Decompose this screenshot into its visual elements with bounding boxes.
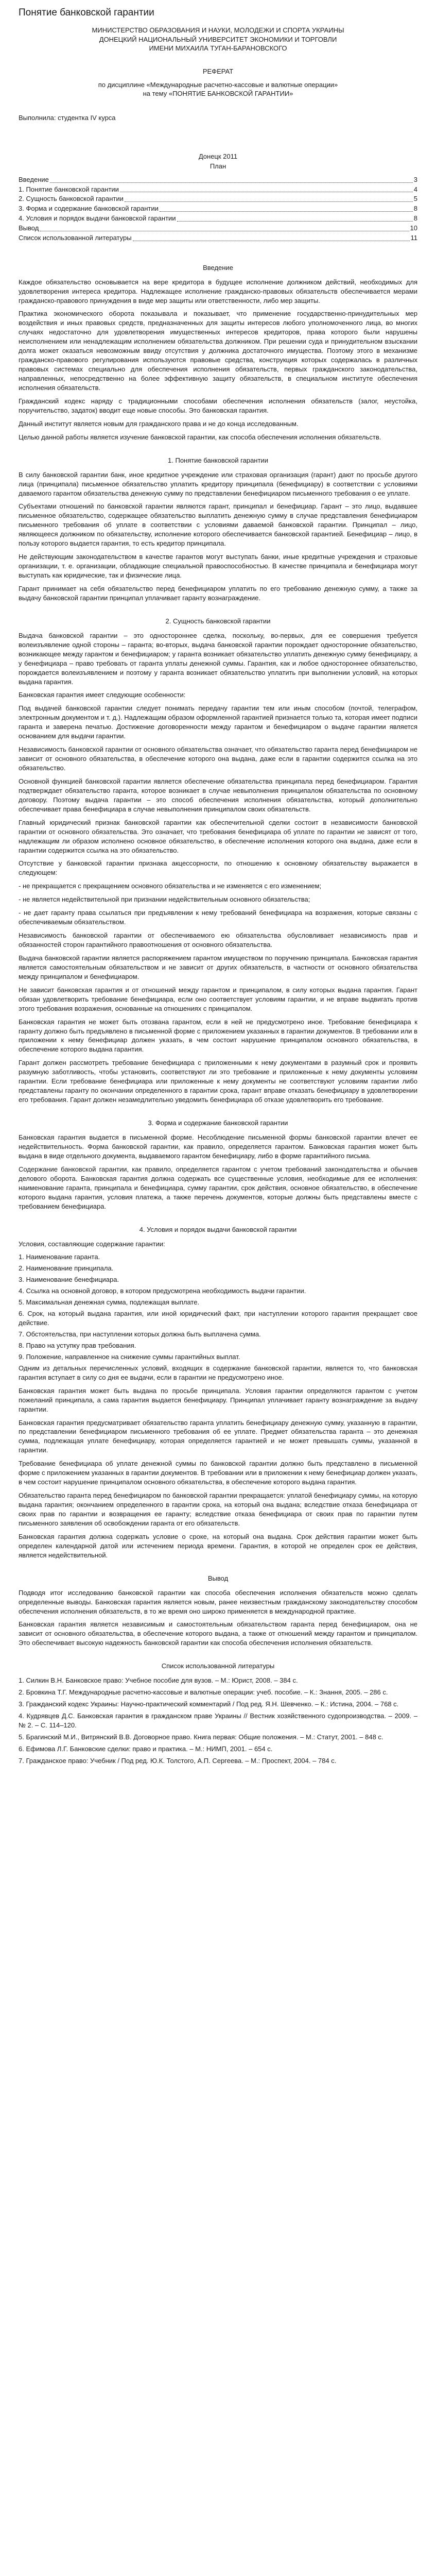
paragraph: Под выдачей банковской гарантии следует понимать передачу гарантии тем или иным способом (почтой, телеграфом, электронным документом и т. д.). Надлежащим образом оформленной гарантией признается только та, которая имеет подписи гаранта и заверена печатью. Достижение договоренности между гарантом и бенефициаром о выдаче гарантии является основанием для выдачи гарантии.: [19, 704, 417, 740]
reference-item: 6. Ефимова Л.Г. Банковские сделки: право и практика. – М.: НИМП, 2001. – 654 с.: [19, 1744, 273, 1753]
toc-entry[interactable]: [19, 204, 417, 214]
paragraph: Отсутствие у банковской гарантии признака акцессорности, по отношению к основному обязательству выражается в следующем:: [19, 859, 417, 877]
paragraph: В силу банковской гарантии банк, иное кредитное учреждение или страховая организация (гарант) дают по просьбе другого лица (принципала) письменное обязательство уплатить кредитору принципала (бенефициару) в соответствии с условиями даваемого гарантом обязательства денежную сумму по представлении бенефициаром письменного требования о ее уплате.: [19, 470, 417, 497]
toc-entry-text: Список использованной литературы: [19, 233, 132, 242]
list-item: 1. Наименование гаранта.: [19, 1253, 100, 1261]
subject-block: [19, 80, 417, 98]
reference-item: 7. Гражданское право: Учебник / Под ред. Ю.К. Толстого, А.П. Сергеева. – М.: Проспект, 2004. – 784 с.: [19, 1756, 337, 1765]
section-4-lead: Условия, составляющие содержание гарантии:: [19, 1240, 165, 1248]
conditions-list: [19, 1252, 417, 1361]
reference-item: 3. Гражданский кодекс Украины: Научно-практический комментарий / Под ред. Я.Н. Шевченко. – К.: Истина, 2004. – 768 с.: [19, 1700, 399, 1708]
list-item: 4. Ссылка на основной договор, в котором предусмотрена необходимость выдачи гарантии.: [19, 1287, 306, 1295]
section-title-references: Список использованной литературы: [161, 1662, 275, 1670]
toc-dot-leader: [177, 221, 413, 222]
toc-entry-text: 1. Понятие банковской гарантии: [19, 185, 119, 193]
toc-entry-text: 4. Условия и порядок выдачи банковской гарантии: [19, 214, 176, 223]
paragraph: - не дает гаранту права ссылаться при предъявлении к нему требований бенефициара на возражения, которые связаны с обеспечиваемым обязательством.: [19, 909, 417, 926]
toc-page-number: 8: [413, 205, 417, 213]
place-year: Донецк 2011: [198, 152, 238, 160]
toc-page-number: 10: [410, 224, 417, 232]
section-title-1: 1. Понятие банковской гарантии: [168, 456, 268, 464]
paragraph: Гарант должен рассмотреть требование бенефициара с приложенными к нему документами в разумный срок и проявить разумную заботливость, чтобы установить, соответствуют ли это требование и приложенные к нему документы условиям гарантии. Если требование бенефициара или приложенные к нему документы не соответствуют условиям гарантии либо представлены гаранту по окончании определенного в гарантии срока, гарант вправе отказать бенефициару в удовлетворении его требования. Гарант должен незамедлительно уведомить бенефициара об отказе удовлетворить его требование.: [19, 1059, 417, 1104]
paragraph: Банковская гарантия не может быть отозвана гарантом, если в ней не предусмотрено иное. Требование бенефициара к гаранту должно быть предъявлено в письменной форме с приложением указанных в гарантии документов. В требовании или в приложении к нему бенефициар должен указать, в чем состоит нарушение принципалом основного обязательства, в обеспечение которого выдана гарантия.: [19, 1018, 417, 1054]
toc-dot-leader: [40, 230, 409, 231]
toc-entry[interactable]: [19, 175, 417, 185]
reference-item: 4. Кудрявцев Д.С. Банковская гарантия в гражданском праве Украины // Вестник хозяйственного судопроизводства. – 2009. – № 2. – С. 114–120.: [19, 1712, 417, 1730]
paragraph: Гарант принимает на себя обязательство перед бенефициаром уплатить по его требованию денежную сумму, а также за выдачу банковской гарантии принципал уплачивает гаранту вознаграждение.: [19, 584, 417, 602]
paragraph: Независимость банковской гарантии от основного обязательства означает, что обязательство гаранта перед бенефициаром не зависит от основного обязательства, в обеспечение которого она выдана, даже если в гарантии содержится ссылка на это обязательство.: [19, 745, 417, 772]
section-body-3: [19, 1133, 417, 1211]
paragraph: Требование бенефициара об уплате денежной суммы по банковской гарантии должно быть представлено в письменной форме с приложением указанных в гарантии документов. В требовании или в приложении к нему бенефициар должен указать, в чем состоит нарушение принципалом основного обязательства, в обеспечение которого выдана гарантия.: [19, 1460, 417, 1486]
toc-page-number: 3: [413, 175, 417, 183]
paragraph: Независимость банковской гарантии от обеспечиваемого ею обязательства обусловливает независимость прав и обязанностей сторон гарантийного правоотношения от основного обязательства.: [19, 931, 417, 949]
reference-item: 5. Брагинский М.И., Витрянский В.В. Договорное право. Книга первая: Общие положения. – М.: Статут, 2001. – 848 с.: [19, 1733, 383, 1741]
paragraph: Практика экономического оборота показывала и показывает, что применение государственно-принудительных мер воздействия и иных правовых средств, предназначенных для защиты интересов любого уполномоченного лица, во многих случаях недостаточно для удовлетворения имущественных интересов кредиторов, права которого были нарушены неисполнением или ненадлежащим исполнением обязательства должником. При решении суда и принудительном взыскании долга может оказаться невозможным ввиду отсутствия у должника достаточного имущества. Поэтому этого в механизме гражданско-правового регулирования используются правовые средства, конструкция которых содержалась в различных правовых системах специально для обеспечения исполнения обязательств, первых гражданского законодательства, направленных, непосредственно на более эффективную защиту обязательств, в специальном институте обеспечения исполнения обязательств.: [19, 310, 417, 392]
paragraph: Банковская гарантия является независимым и самостоятельным обязательством гаранта перед бенефициаром, она не зависит от основного обязательства, в обеспечение которого выдана, а также от отношений между гарантом и принципалом. Это обеспечивает высокую надежность банковской гарантии как способа обеспечения исполнения обязательств.: [19, 1620, 417, 1647]
list-item: 9. Положение, направленное на снижение суммы гарантийных выплат.: [19, 1352, 240, 1361]
toc-entry-text: Введение: [19, 175, 49, 183]
reference-item: 1. Силкин В.Н. Банковское право: Учебное пособие для вузов. – М.: Юрист, 2008. – 384 с.: [19, 1676, 298, 1685]
toc-page-number: 11: [410, 233, 417, 242]
section-body-intro: [19, 278, 417, 442]
toc-dot-leader: [120, 191, 413, 192]
section-body-conclusion: [19, 1588, 417, 1648]
document-title: Понятие банковской гарантии: [19, 7, 154, 18]
ministry-line: ИМЕНИ МИХАИЛА ТУГАН-БАРАНОВСКОГО: [149, 44, 287, 53]
paragraph: Подводя итог исследованию банковской гарантии как способа обеспечения исполнения обязательств можно сделать определенные выводы. Банковская гарантия является новым, ранее неизвестным гражданскому законодательству способом обеспечения исполнения обязательств, в то же время оно широко применяется в международной практике.: [19, 1588, 417, 1615]
referat-label: РЕФЕРАТ: [202, 67, 234, 75]
paragraph: Целью данной работы является изучение банковской гарантии, как способа обеспечения исполнения обязательств.: [19, 433, 381, 441]
toc-entry-text: 3. Форма и содержание банковской гарантии: [19, 205, 159, 213]
document: [9, 0, 427, 1789]
references-list: [19, 1676, 417, 1766]
paragraph: Одним из детальных перечисленных условий, входящих в содержание банковской гарантии, является то, что банковская гарантия вступает в силу со дня ее выдачи, если в гарантии не предусмотрено иное.: [19, 1364, 417, 1381]
ministry-header: [19, 26, 417, 53]
toc-entry-text: Вывод: [19, 224, 39, 232]
section-title-4: 4. Условия и порядок выдачи банковской гарантии: [139, 1225, 297, 1233]
reference-item: 2. Бровкина Т.Г. Международные расчетно-кассовые и валютные операции: учеб. пособие. – К.: Знання, 2005. – 286 с.: [19, 1688, 388, 1697]
ministry-line: МИНИСТЕРСТВО ОБРАЗОВАНИЯ И НАУКИ, МОЛОДЕЖИ И СПОРТА УКРАИНЫ: [92, 26, 344, 34]
paragraph: Не действующим законодательством в качестве гарантов могут выступать банки, иные кредитные учреждения и страховые организации, т. е. организации, обладающие специальной правоспособностью. В качестве принципала и бенефициара могут выступать как юридические, так и физические лица.: [19, 553, 417, 580]
paragraph: - не является недействительной при признании недействительным основного обязательства;: [19, 895, 310, 904]
paragraph: Выдача банковской гарантии – это одностороннее сделка, поскольку, во-первых, для ее совершения требуется волеизъявление одной стороны – гаранта; во-вторых, выдача банковской гарантии порождает односторонние обязательство, возникающее между гарантом и бенефициаром; у гаранта возникает обязательство уплатить денежную сумму бенефициару, а у бенефициара – право требовать от гаранта уплаты денежной суммы. Гарантия, как и любое одностороннее обязательство, порождается волеизъявлением и поэтому у гаранта возникает обязательство уплатить при выполнении условий, на которых выдана гарантия.: [19, 631, 417, 686]
section-title-2: 2. Сущность банковской гарантии: [165, 617, 271, 625]
section-body-4: [19, 1364, 417, 1560]
toc-dot-leader: [125, 201, 413, 202]
paragraph: Субъектами отношений по банковской гарантии являются гарант, принципал и бенефициар. Гарант – это лицо, выдавшее письменное обязательство, содержащее обязательство выплатить денежную сумму в случае представления бенефициаром письменного требования об уплате в соответствии с условиями даваемой банковской гарантии. Принципал – лицо, являющееся должником по обязательству, исполнение которого обеспечивается банковской гарантией. Бенефициар – лицо, в пользу которого выдается гарантия, то есть кредитор принципала.: [19, 502, 417, 548]
list-item: 8. Право на уступку прав требования.: [19, 1341, 136, 1349]
toc-entry[interactable]: [19, 194, 417, 204]
list-item: 6. Срок, на который выдана гарантия, или иной юридический факт, при наступлении которого гарантия прекращает свое действие.: [19, 1310, 417, 1327]
plan-title: План: [210, 162, 226, 170]
list-item: 5. Максимальная денежная сумма, подлежащая выплате.: [19, 1298, 200, 1307]
toc-entry-text: 2. Сущность банковской гарантии: [19, 195, 124, 203]
paragraph: Банковская гарантия предусматривает обязательство гаранта уплатить бенефициару денежную сумму, указанную в гарантии, по представлении бенефициаром письменного требования об ее уплате. Предмет обязательства гаранта – это денежная сумма, подлежащая уплате бенефициару, которая определяется гарантией и не может превышать суммы, указанной в гарантии.: [19, 1418, 417, 1454]
paragraph: Обязательство гаранта перед бенефициаром по банковской гарантии прекращается: уплатой бенефициару суммы, на которую выдана гарантия; окончанием определенного в гарантии срока, на который она выдана; вследствие отказа бенефициара от своих прав по гарантии и возвращения ее гаранту; вследствие отказа бенефициара от своих прав по гарантии путем письменного заявления об освобождении гаранта от его обязательств.: [19, 1492, 417, 1527]
toc-dot-leader: [133, 240, 410, 241]
toc-page-number: 5: [413, 195, 417, 203]
paragraph: Банковская гарантия имеет следующие особенности:: [19, 691, 186, 699]
paragraph: Данный институт является новым для гражданского права и не до конца исследованным.: [19, 419, 299, 428]
section-title-intro: Введение: [203, 263, 233, 272]
ministry-line: ДОНЕЦКИЙ НАЦИОНАЛЬНЫЙ УНИВЕРСИТЕТ ЭКОНОМИКИ И ТОРГОВЛИ: [99, 35, 337, 43]
toc-dot-leader: [160, 211, 413, 212]
section-body-1: [19, 470, 417, 603]
section-title-3: 3. Форма и содержание банковской гарантии: [148, 1119, 288, 1127]
paragraph: - не прекращается с прекращением основного обязательства и не изменяется с его изменением;: [19, 882, 322, 890]
paragraph: Гражданский кодекс наряду с традиционными способами обеспечения исполнения обязательств (залог, неустойка, поручительство, задаток) вводит еще новые способы. Это банковская гарантия.: [19, 397, 417, 414]
table-of-contents: [19, 175, 417, 243]
paragraph: Банковская гарантия может быть выдана по просьбе принципала. Условия гарантии определяются гарантом с учетом пожеланий принципала, а сама гарантия выдается бенефициару. Принципал уплачивает гаранту вознаграждение за выдачу гарантии.: [19, 1386, 417, 1413]
toc-dot-leader: [50, 182, 413, 183]
section-body-2: [19, 631, 417, 1105]
toc-page-number: 8: [413, 214, 417, 223]
author-line: Выполнила: студентка IV курса: [19, 113, 116, 122]
paragraph: Главный юридический признак банковской гарантии как обеспечительной сделки состоит в независимости банковской гарантии от основного обязательства. Это означает, что требования бенефициара об уплате по гарантии не зависят от того, надлежащим ли образом исполнено основное обязательство, в обеспечение исполнения которого она выдана, даже если в гарантии содержится ссылка на это обязательство.: [19, 818, 417, 854]
paragraph: Банковская гарантия выдается в письменной форме. Несоблюдение письменной формы банковской гарантии влечет ее недействительность. Форма банковской гарантии, как правило, определяется гарантом. Банковская гарантия может быть выдана в виде отдельного документа, выдаваемого гарантом бенефициару, либо в форме гарантийного письма.: [19, 1133, 417, 1160]
subject-line: на тему «ПОНЯТИЕ БАНКОВСКОЙ ГАРАНТИИ»: [143, 90, 293, 98]
list-item: 7. Обстоятельства, при наступлении которых должна быть выплачена сумма.: [19, 1330, 261, 1338]
paragraph: Основной функцией банковской гарантии является обеспечение обязательства принципала перед бенефициаром. Гарантия подтверждает обязательство гаранта, которое возникает в случае невыполнения принципалом обязательства по основному договору. Поэтому выдача гарантии – это способ обеспечения исполнения обязательства, который дополнительно обеспечивает права бенефициара в случае невыполнения принципалом своих обязательств.: [19, 777, 417, 813]
section-title-conclusion: Вывод: [207, 1574, 229, 1582]
toc-page-number: 4: [413, 185, 417, 193]
list-item: 3. Наименование бенефициара.: [19, 1276, 119, 1284]
paragraph: Не зависит банковская гарантия и от отношений между гарантом и принципалом, в силу которых выдана гарантия. Гарант обязан удовлетворить требование бенефициара, если оно соответствует условиям гарантии, и не вправе выдвигать против этого требования возражения, основанные на отношениях с принципалом.: [19, 986, 417, 1012]
toc-entry[interactable]: [19, 233, 417, 243]
subject-line: по дисциплине «Международные расчетно-кассовые и валютные операции»: [98, 80, 338, 89]
paragraph: Банковская гарантия должна содержать условие о сроке, на который она выдана. Срок действия гарантии может быть определен календарной датой или истечением периода времени. Гарантия, в которой не определен срок ее действия, является недействительной.: [19, 1532, 417, 1559]
paragraph: Содержание банковской гарантии, как правило, определяется гарантом с учетом требований законодательства и обычаев делового оборота. Банковская гарантия должна содержать все существенные условия, необходимые для ее исполнения: наименование гаранта, принципала и бенефициара, сумму гарантии, срок действия, основное обязательство, в обеспечение которого выдана гарантия, условия платежа, а также перечень документов, которые должны быть представлены вместе с требованием бенефициара.: [19, 1165, 417, 1210]
paragraph: Выдача банковской гарантии является распоряжением гарантом имуществом по поручению принципала. Банковская гарантия является самостоятельным обязательством и не зависит от других обязательств, в частности от основного обязательства между принципалом и бенефициаром.: [19, 954, 417, 980]
toc-entry[interactable]: [19, 224, 417, 233]
toc-entry[interactable]: [19, 185, 417, 195]
list-item: 2. Наименование принципала.: [19, 1264, 114, 1273]
toc-entry[interactable]: [19, 214, 417, 224]
paragraph: Каждое обязательство основывается на вере кредитора в будущее исполнение должником действий, необходимых для удовлетворения интереса кредитора. Надлежащее исполнение гражданско-правовых обязательств обеспечивается мерами гражданско-правового принуждения в виде мер защиты или ответственности, либо мер защиты.: [19, 278, 417, 304]
